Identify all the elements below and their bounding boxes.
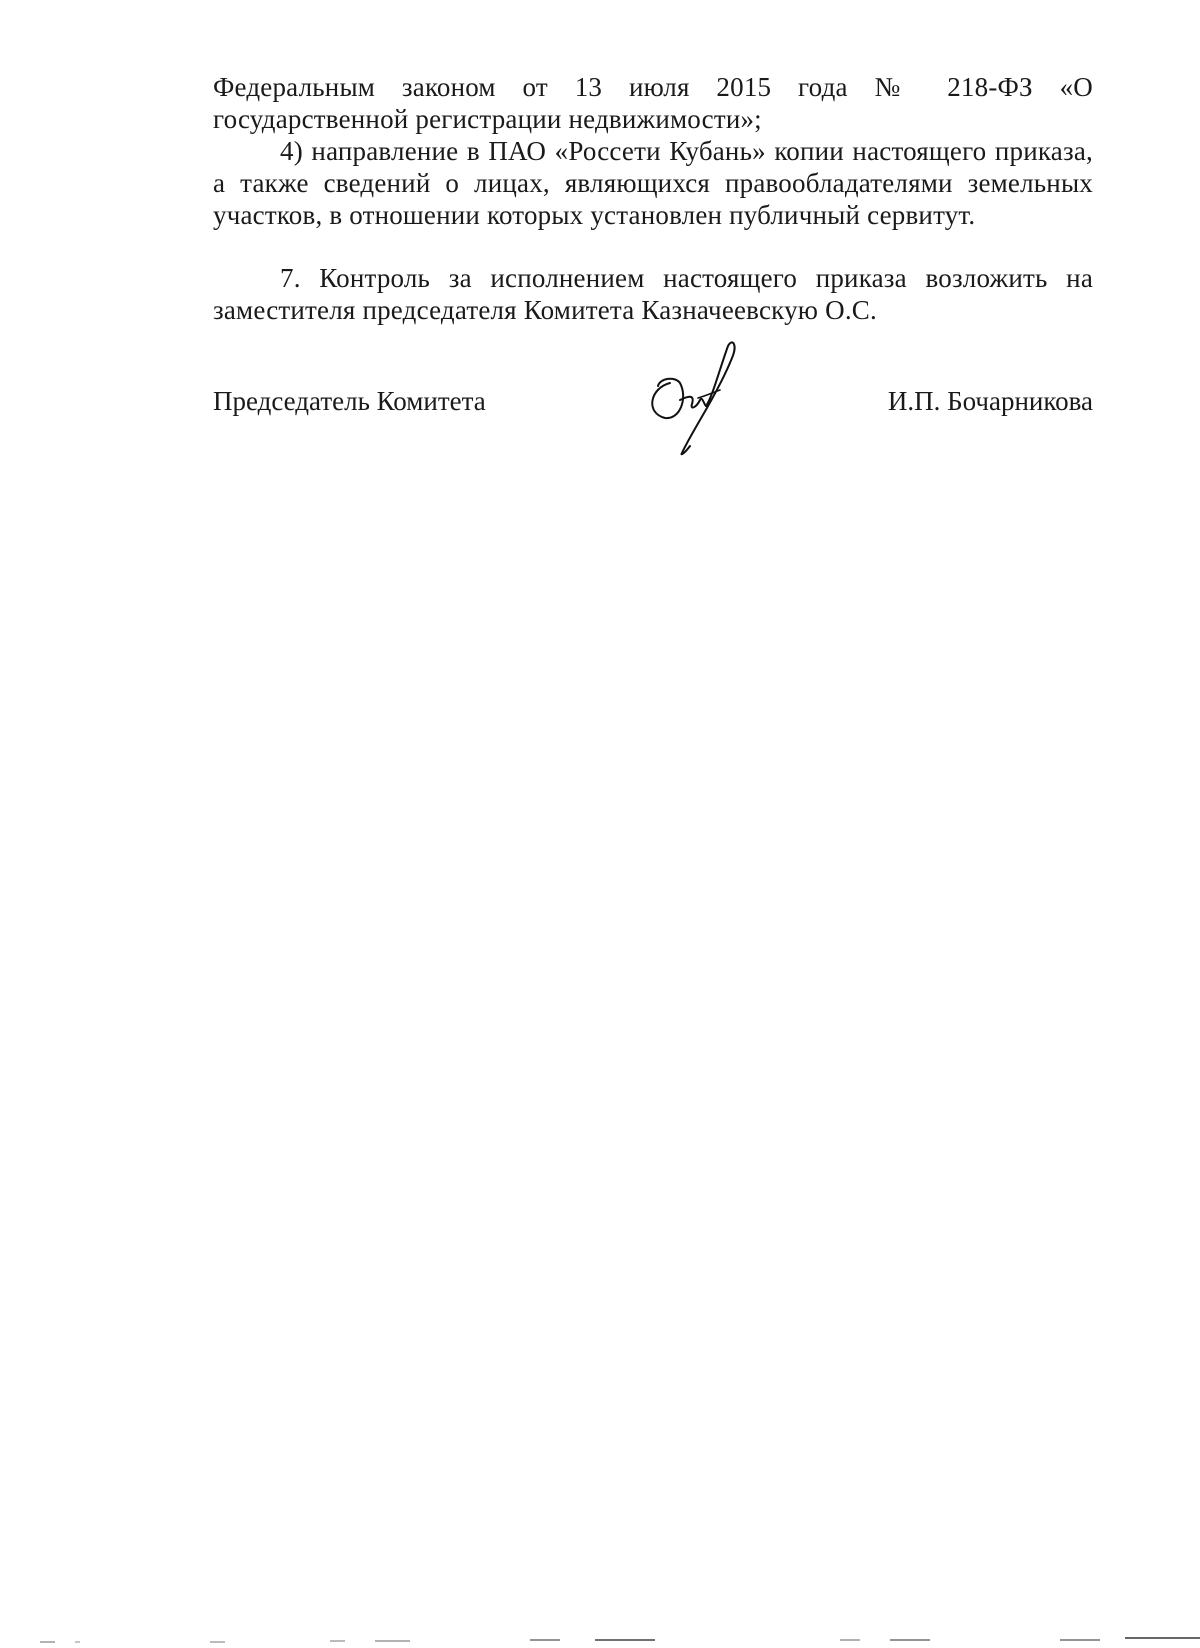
- scan-edge-artifacts: [0, 1628, 1200, 1648]
- paragraph-item-4: 4) направление в ПАО «Россети Кубань» копии настоящего приказа, а также сведений о лицах, являющихся правообладателями земельных участков, в отношении которых установлен публичный сервитут.: [213, 136, 1093, 230]
- text-block-lower: [213, 262, 1093, 326]
- text-block-upper: [213, 71, 1093, 231]
- handwritten-signature: [640, 338, 760, 458]
- paragraph-item-7: 7. Контроль за исполнением настоящего приказа возложить на заместителя председателя Комитета Казначеевскую О.С.: [213, 263, 1093, 325]
- paragraph-continuation: Федеральным законом от 13 июля 2015 года № 218-ФЗ «О государственной регистрации недвижимости»;: [213, 72, 1093, 134]
- signatory-title: Председатель Комитета: [213, 386, 486, 416]
- signatory-name: И.П. Бочарникова: [887, 386, 1093, 416]
